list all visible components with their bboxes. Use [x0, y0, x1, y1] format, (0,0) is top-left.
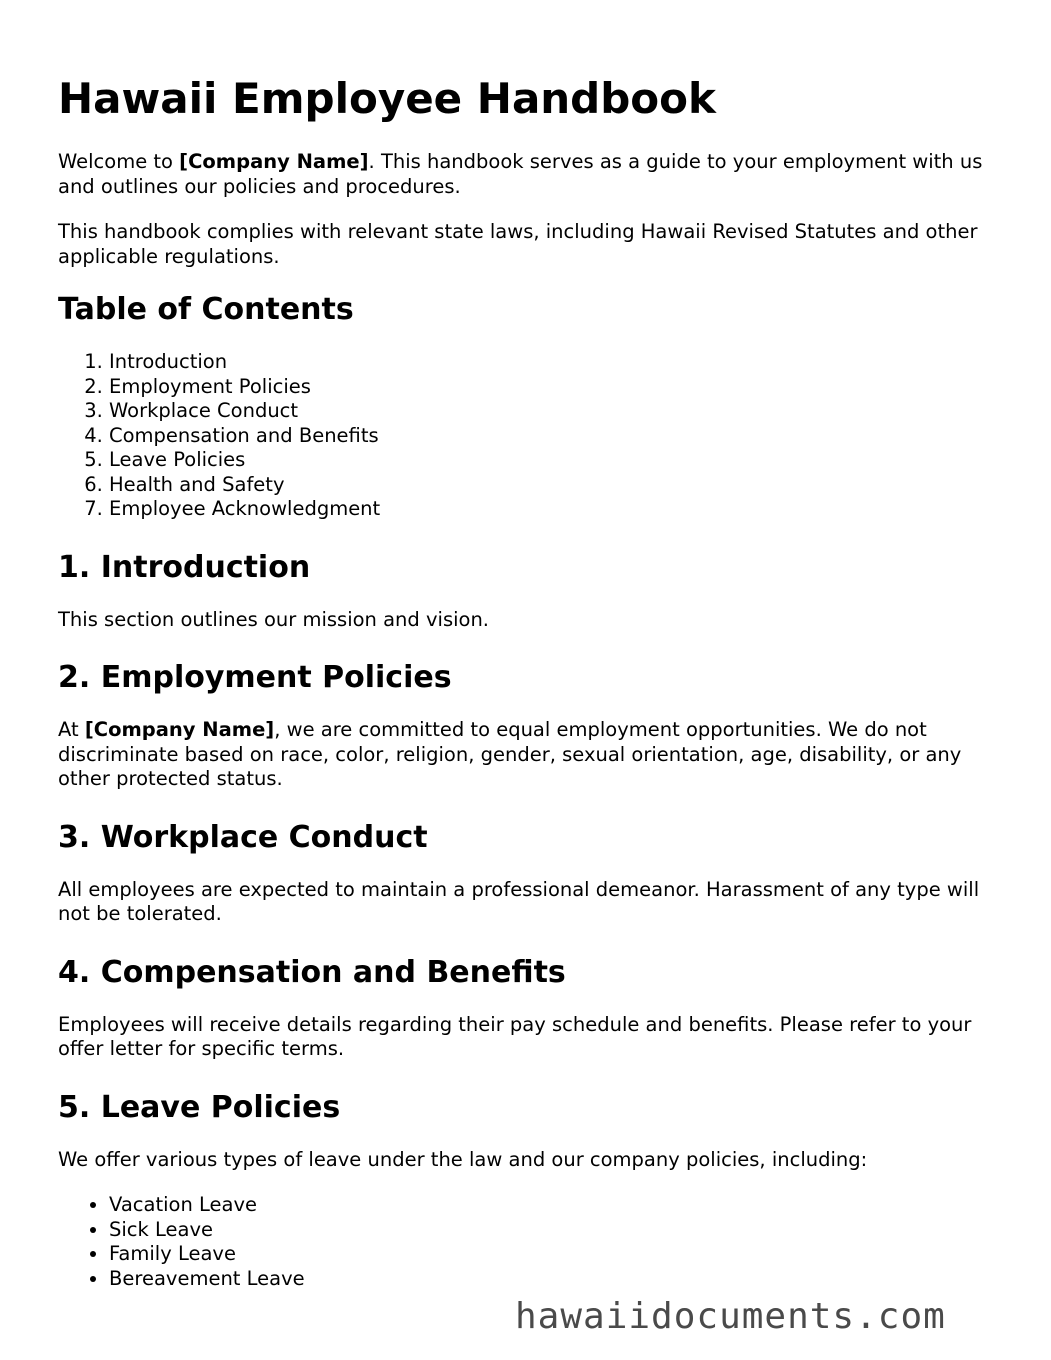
toc-item-workplace-conduct: 3. Workplace Conduct: [109, 399, 998, 424]
toc-heading: Table of Contents: [58, 292, 354, 327]
welcome-paragraph: [58, 150, 998, 199]
section-employment-text: [58, 718, 998, 792]
section-compensation-text: Employees will receive details regarding their pay schedule and benefits. Please refer to your offer letter for specific terms.: [58, 1012, 972, 1060]
leave-item-bereavement: • Bereavement Leave: [109, 1267, 998, 1292]
section-leave-text: We offer various types of leave under the law and our company policies, including:: [58, 1147, 868, 1171]
leave-item-family: • Family Leave: [109, 1242, 998, 1267]
watermark-text: hawaiidocuments.com: [515, 1296, 946, 1337]
toc-item-compensation-benefits: 4. Compensation and Benefits: [109, 424, 998, 449]
toc-item-introduction: 1. Introduction: [109, 350, 998, 375]
toc-item-employee-acknowledgment: 7. Employee Acknowledgment: [109, 497, 998, 522]
section-introduction-text: This section outlines our mission and vision.: [58, 607, 490, 631]
compliance-paragraph: This handbook complies with relevant state laws, including Hawaii Revised Statutes and other applicable regulations.: [58, 220, 978, 268]
employment-text-end: , we are committed to equal employment opportunities. We do not discriminate based on race, color, religion, gender, sexual orientation, age, disability, or any other protected status.: [58, 718, 962, 790]
toc-item-leave-policies: 5. Leave Policies: [109, 448, 998, 473]
toc-list: [58, 350, 998, 522]
toc-item-health-safety: 6. Health and Safety: [109, 473, 998, 498]
section-introduction-heading: 1. Introduction: [58, 549, 311, 585]
toc-item-employment-policies: 2. Employment Policies: [109, 375, 998, 400]
section-employment-heading: 2. Employment Policies: [58, 660, 452, 695]
employment-text-start: At: [58, 718, 85, 741]
leave-item-sick: • Sick Leave: [109, 1218, 998, 1243]
welcome-text-start: Welcome to: [58, 150, 180, 173]
section-conduct-text: All employees are expected to maintain a professional demeanor. Harassment of any type will not be tolerated.: [58, 877, 980, 925]
welcome-text-end: . This handbook serves as a guide to your employment with us and outlines our policies and procedures.: [58, 150, 983, 198]
leave-types-list: [58, 1193, 998, 1291]
document-title: Hawaii Employee Handbook: [58, 74, 716, 123]
company-name-placeholder: [Company Name]: [179, 150, 369, 173]
leave-item-vacation: • Vacation Leave: [109, 1193, 998, 1218]
document-page: [58, 70, 998, 1317]
section-conduct-heading: 3. Workplace Conduct: [58, 819, 428, 855]
section-leave-heading: 5. Leave Policies: [58, 1089, 341, 1125]
company-name-placeholder: [Company Name]: [84, 718, 275, 741]
section-compensation-heading: 4. Compensation and Benefits: [58, 954, 566, 990]
